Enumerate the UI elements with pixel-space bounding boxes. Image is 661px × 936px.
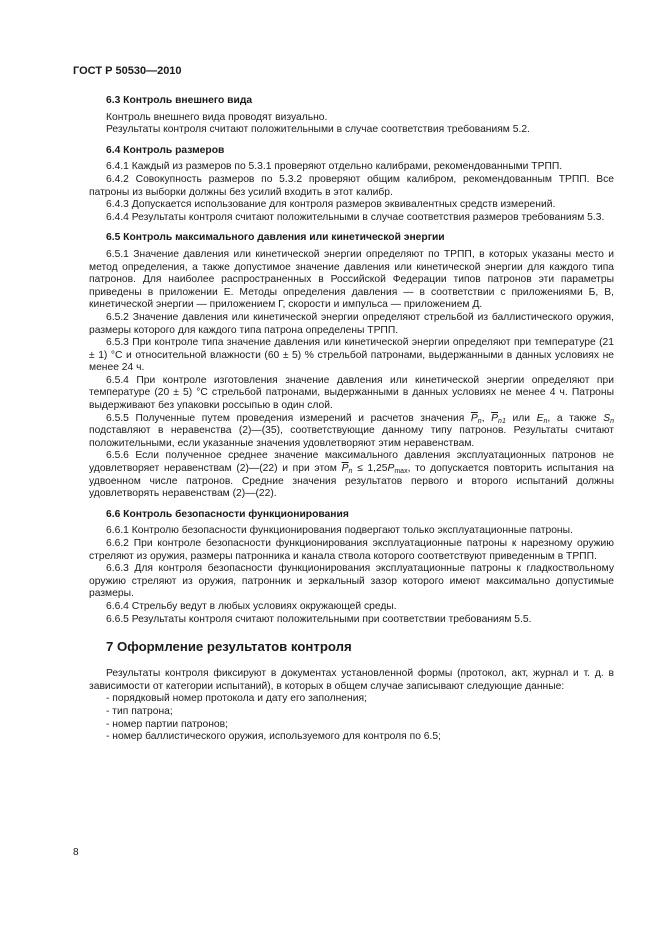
paragraph: 6.6.1 Контролю безопасности функционирования подвергают только эксплуатационные патроны. <box>106 525 573 537</box>
paragraph: 6.5.3 При контроле типа значение давления или кинетической энергии определяют при температуре (21 ± 1) °C и относительной влажности (60 ± 5) % стрельбой патронами, выдержанными в данных условиях не менее 24 ч. <box>89 337 614 374</box>
document-body <box>89 95 614 744</box>
paragraph: 6.4.1 Каждый из размеров по 5.3.1 проверяют отдельно калибрами, рекомендованными ТРПП. <box>106 161 563 173</box>
section-title-6-5: 6.5 Контроль максимального давления или кинетической энергии <box>106 232 445 244</box>
section-title-6-6: 6.6 Контроль безопасности функционирования <box>106 508 349 520</box>
symbol-p: $\overline{P}$ <box>470 412 478 424</box>
paragraph: 6.5.2 Значение давления или кинетической энергии определяют стрельбой из баллистического оружия, размеры которого для каждого типа патрона определены ТРПП. <box>89 311 614 336</box>
paragraph: 6.6.3 Для контроля безопасности функционирования эксплуатационные патроны к гладкоствольному оружию стреляют из оружия, патронник и зеркальный зазор которого имеют максимально допустимые размеры. <box>89 563 614 600</box>
paragraph: Результаты контроля фиксируют в документах установленной формы (протокол, акт, журнал и т. д. в зависимости от категории испытаний), в которых в общем случае записывают следующие данные: <box>89 668 614 692</box>
symbol-p: P <box>387 463 395 475</box>
paragraph: 6.6.4 Стрельбу ведут в любых условиях окружающей среды. <box>106 600 397 612</box>
symbol-e: E <box>536 412 544 424</box>
paragraph: Контроль внешнего вида проводят визуально. <box>106 111 328 123</box>
paragraph: 6.4.3 Допускается использование для контроля размеров эквивалентных средств измерений. <box>106 199 556 211</box>
paragraph: 6.4.4 Результаты контроля считают положительными в случае соответствия размеров требованиям 5.3. <box>106 211 605 223</box>
symbol-p: $\overline{P}$ <box>491 412 499 424</box>
section-title-6-4: 6.4 Контроль размеров <box>106 144 225 156</box>
paragraph-6-5-6: 6.5.6 Если полученное среднее значение максимального давления эксплуатационных патронов не удовлетворяет неравенствам (2)—(22) и при этом $\overline{P}_n \le 1,25P_{max}$, то допускается повторить испытания на удвоенном числе патронов. Средние значения результатов первого и второго испытаний должны удовлетворять неравенствам (2)—(22). <box>89 450 615 500</box>
paragraph: 6.4.2 Совокупность размеров по 5.3.2 проверяют общим калибром, рекомендованным ТРПП. Все патроны из выборки должны без усилий входить в этот калибр. <box>89 173 614 198</box>
paragraph: 6.6.5 Результаты контроля считают положительными при соответствии требованиям 5.5. <box>106 613 532 625</box>
symbol-p: $\overline{P}$ <box>341 463 349 475</box>
section-title-6-3: 6.3 Контроль внешнего вида <box>106 95 253 106</box>
page-number: 8 <box>73 847 79 858</box>
list-item: - номер партии патронов; <box>106 718 228 730</box>
list-item: - тип патрона; <box>106 705 173 717</box>
paragraph: Результаты контроля считают положительными в случае соответствия требованиям 5.2. <box>106 124 530 136</box>
paragraph-6-5-5: 6.5.5 Полученные путем проведения измерений и расчетов значения $\overline{P}_n$, $\overline{P}_{n1}$ или $E_n$, а также $S_n$ подставляют в неравенства (2)—(35), соответствующие данному типу патронов. Результаты считают положительными, если указанные значения удовлетворяют этим неравенствам. <box>89 412 615 449</box>
document-id: ГОСТ Р 50530—2010 <box>73 65 182 77</box>
paragraph: 6.5.4 При контроле изготовления значение давления или кинетической энергии определяют при температуре (20 ± 5) °C стрельбой патронами, выдержанными в данных условиях не менее 4 ч. Патроны выдерживают без упаковки россыпью в один слой. <box>89 374 614 412</box>
chapter-title-7: 7 Оформление результатов контроля <box>106 639 352 655</box>
record-fields-list <box>89 693 614 743</box>
list-item: - порядковый номер протокола и дату его заполнения; <box>106 693 367 705</box>
list-item: - номер баллистического оружия, используемого для контроля по 6.5; <box>106 731 441 743</box>
symbol-s: S <box>603 412 611 424</box>
paragraph: 6.5.1 Значение давления или кинетической энергии определяют по ТРПП, в которых указаны место и метод определения, а также допустимое значение давления или кинетической энергии для каждого типа патронов. Для наиболее распространенных в Российской Федерации типов патронов эти параметры приведены в приложении Е. Методы определения давления — в соответствии с приложениями Б, В, кинетической энергии — приложением Г, скорости и импульса — приложением Д. <box>89 248 614 311</box>
paragraph: 6.6.2 При контроле безопасности функционирования эксплуатационные патроны к нарезному оружию стреляют из оружия, размеры патронника и канала ствола которого соответствуют приведенным в ТРПП. <box>89 538 614 562</box>
